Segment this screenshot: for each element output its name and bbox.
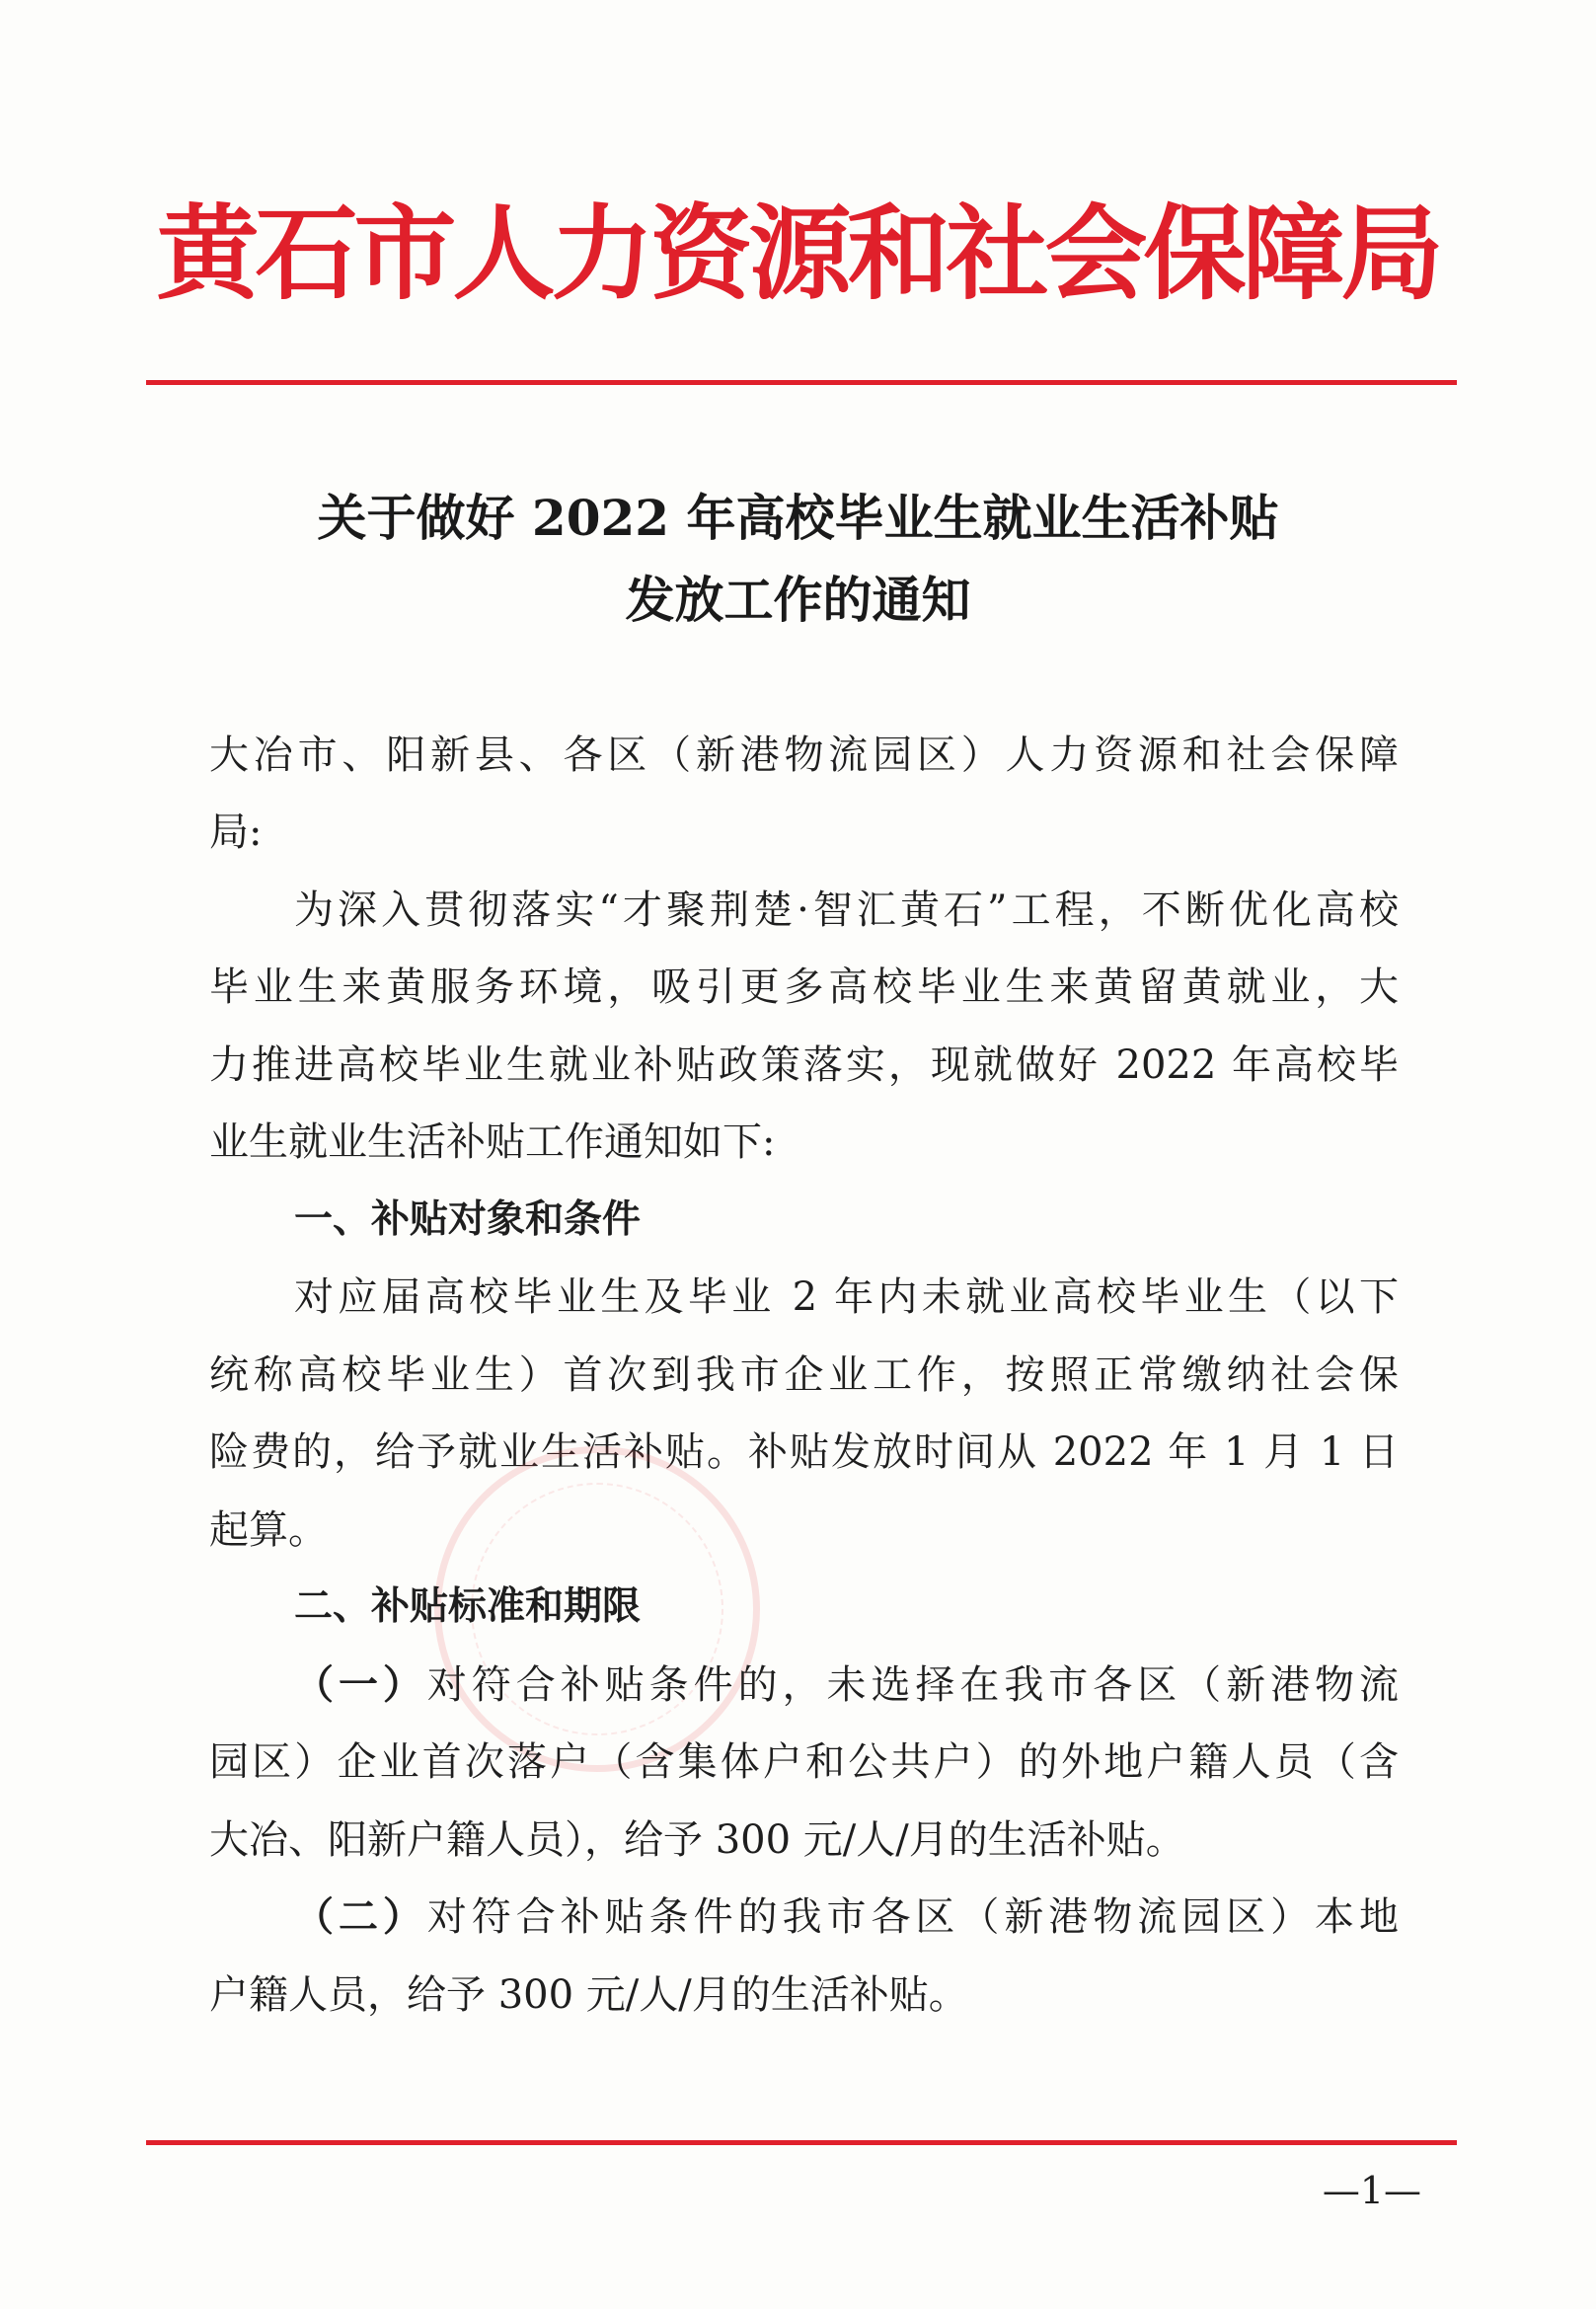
document-title-line-2: 发放工作的通知 [625, 571, 971, 629]
item-1-line-1 [294, 1661, 1399, 1708]
item-1-label: （一） [294, 1661, 427, 1708]
intro-line-3: 力推进高校毕业生就业补贴政策落实，现就做好 2022 年高校毕 [209, 1042, 1399, 1088]
section-2-heading: 二、补贴标准和期限 [294, 1584, 642, 1629]
section-1-heading: 一、补贴对象和条件 [294, 1197, 642, 1242]
section-1-line-3: 险费的，给予就业生活补贴。补贴发放时间从 2022 年 1 月 1 日 [209, 1429, 1399, 1475]
item-1-line-2: 园区）企业首次落户（含集体户和公共户）的外地户籍人员（含 [209, 1739, 1399, 1785]
addressee-line-1: 大冶市、阳新县、各区（新港物流园区）人力资源和社会保障 [209, 732, 1399, 778]
page-number: —1— [1322, 2169, 1421, 2212]
document-title-line-1: 关于做好 2022 年高校毕业生就业生活补贴 [317, 489, 1279, 547]
issuer-name: 黄石市人力资源和社会保障局 [156, 192, 1440, 314]
intro-line-1: 为深入贯彻落实“才聚荆楚·智汇黄石”工程，不断优化高校 [294, 887, 1399, 933]
section-1-line-1: 对应届高校毕业生及毕业 2 年内未就业高校毕业生（以下 [294, 1274, 1399, 1320]
item-2-line-2: 户籍人员，给予 300 元/人/月的生活补贴。 [209, 1972, 968, 2018]
section-1-line-4: 起算。 [209, 1507, 328, 1553]
intro-line-4: 业生就业生活补贴工作通知如下: [209, 1119, 776, 1165]
addressee-line-2: 局: [209, 809, 263, 855]
item-1-text: 对符合补贴条件的，未选择在我市各区（新港物流 [426, 1662, 1399, 1708]
item-2-text: 对符合补贴条件的我市各区（新港物流园区）本地 [426, 1894, 1399, 1940]
item-2-label: （二） [294, 1893, 427, 1940]
intro-line-2: 毕业生来黄服务环境，吸引更多高校毕业生来黄留黄就业，大 [209, 964, 1399, 1010]
section-1-line-2: 统称高校毕业生）首次到我市企业工作，按照正常缴纳社会保 [209, 1352, 1399, 1398]
footer-red-rule [146, 2140, 1457, 2145]
item-1-line-3: 大冶、阳新户籍人员），给予 300 元/人/月的生活补贴。 [209, 1817, 1185, 1863]
item-2-line-1 [294, 1893, 1399, 1940]
header-red-rule [146, 380, 1457, 385]
